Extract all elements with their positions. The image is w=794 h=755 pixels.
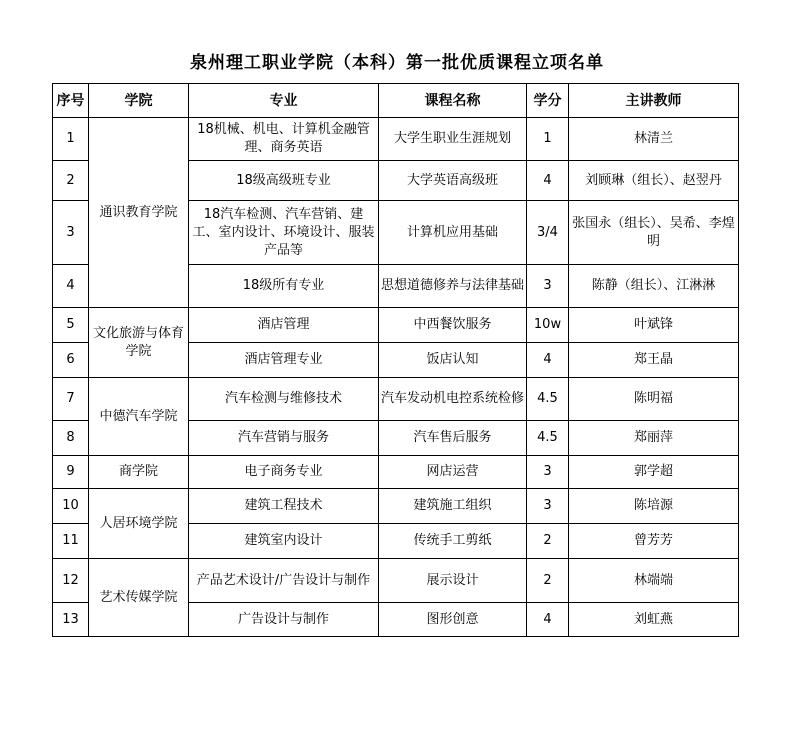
major-cell: 酒店管理 [189,308,379,343]
row-index: 4 [53,265,89,308]
credits-cell: 4 [527,161,569,201]
course-table [52,83,739,637]
table-row [53,489,739,524]
course-cell: 思想道德修养与法律基础 [379,265,527,308]
row-index: 1 [53,118,89,161]
major-cell: 18机械、机电、计算机金融管理、商务英语 [189,118,379,161]
header-major: 专业 [189,84,379,118]
document-title: 泉州理工职业学院（本科）第一批优质课程立项名单 [190,53,604,73]
row-index: 13 [53,603,89,637]
course-cell: 传统手工剪纸 [379,524,527,559]
header-course: 课程名称 [379,84,527,118]
course-cell: 饭店认知 [379,343,527,378]
teacher-cell: 林清兰 [569,118,739,161]
teacher-cell: 郑王晶 [569,343,739,378]
college-cell: 艺术传媒学院 [89,559,189,637]
teacher-cell: 郭学超 [569,456,739,489]
credits-cell: 4 [527,603,569,637]
row-index: 12 [53,559,89,603]
header-row [53,84,739,118]
major-cell: 建筑室内设计 [189,524,379,559]
major-cell: 产品艺术设计/广告设计与制作 [189,559,379,603]
teacher-cell: 陈静（组长）、江淋淋 [569,265,739,308]
header-college: 学院 [89,84,189,118]
header-teacher: 主讲教师 [569,84,739,118]
teacher-cell: 叶斌锋 [569,308,739,343]
row-index: 9 [53,456,89,489]
major-cell: 酒店管理专业 [189,343,379,378]
header-credits: 学分 [527,84,569,118]
course-cell: 网店运营 [379,456,527,489]
course-cell: 大学生职业生涯规划 [379,118,527,161]
teacher-cell: 陈明福 [569,378,739,421]
major-cell: 18级所有专业 [189,265,379,308]
course-cell: 汽车售后服务 [379,421,527,456]
credits-cell: 3 [527,265,569,308]
table-row [53,118,739,161]
row-index: 8 [53,421,89,456]
college-cell: 人居环境学院 [89,489,189,559]
college-cell: 文化旅游与体育学院 [89,308,189,378]
teacher-cell: 刘虹燕 [569,603,739,637]
credits-cell: 3/4 [527,201,569,265]
course-cell: 建筑施工组织 [379,489,527,524]
header-index: 序号 [53,84,89,118]
course-cell: 展示设计 [379,559,527,603]
credits-cell: 4.5 [527,378,569,421]
teacher-cell: 刘顾琳（组长）、赵翌丹 [569,161,739,201]
row-index: 5 [53,308,89,343]
course-cell: 汽车发动机电控系统检修 [379,378,527,421]
row-index: 3 [53,201,89,265]
table-row [53,456,739,489]
major-cell: 广告设计与制作 [189,603,379,637]
table-row [53,378,739,421]
major-cell: 18汽车检测、汽车营销、建工、室内设计、环境设计、服装产品等 [189,201,379,265]
credits-cell: 10w [527,308,569,343]
row-index: 7 [53,378,89,421]
row-index: 10 [53,489,89,524]
teacher-cell: 林端端 [569,559,739,603]
credits-cell: 1 [527,118,569,161]
course-cell: 计算机应用基础 [379,201,527,265]
credits-cell: 3 [527,489,569,524]
table-row [53,559,739,603]
credits-cell: 2 [527,559,569,603]
course-cell: 中西餐饮服务 [379,308,527,343]
teacher-cell: 张国永（组长）、吴希、李煌明 [569,201,739,265]
teacher-cell: 曾芳芳 [569,524,739,559]
major-cell: 电子商务专业 [189,456,379,489]
major-cell: 18级高级班专业 [189,161,379,201]
major-cell: 建筑工程技术 [189,489,379,524]
table-row [53,308,739,343]
major-cell: 汽车营销与服务 [189,421,379,456]
credits-cell: 2 [527,524,569,559]
major-cell: 汽车检测与维修技术 [189,378,379,421]
college-cell: 商学院 [89,456,189,489]
credits-cell: 4 [527,343,569,378]
college-cell: 通识教育学院 [89,118,189,308]
course-cell: 大学英语高级班 [379,161,527,201]
credits-cell: 3 [527,456,569,489]
college-cell: 中德汽车学院 [89,378,189,456]
row-index: 2 [53,161,89,201]
teacher-cell: 陈培源 [569,489,739,524]
teacher-cell: 郑丽萍 [569,421,739,456]
course-cell: 图形创意 [379,603,527,637]
row-index: 6 [53,343,89,378]
row-index: 11 [53,524,89,559]
credits-cell: 4.5 [527,421,569,456]
